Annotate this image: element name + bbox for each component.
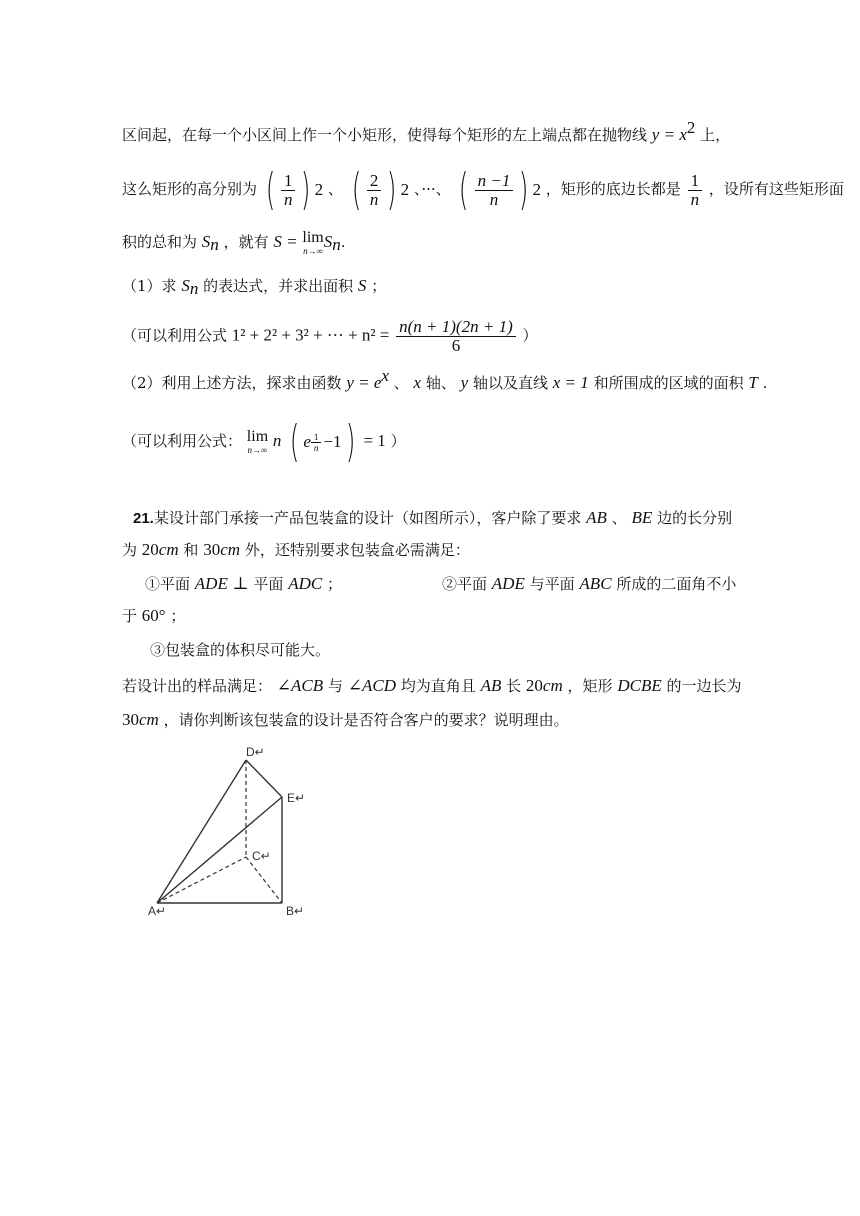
- box-diagram: [140, 740, 320, 920]
- text-segment: 若设计出的样品满足：: [122, 677, 273, 695]
- condition-1: [145, 574, 342, 594]
- math-ABC: ABC: [579, 574, 612, 593]
- text-segment: 、: [611, 509, 627, 527]
- text-segment: 上，: [700, 126, 731, 144]
- text-segment: 和: [183, 541, 199, 559]
- text-segment: （2）利用上述方法，探求由函数: [122, 374, 342, 392]
- text-segment: 积的总和为: [122, 233, 198, 251]
- math-30: 30: [203, 540, 221, 559]
- math-S: S: [357, 276, 367, 295]
- math-Sn: S: [323, 232, 333, 251]
- text-segment: 长: [506, 677, 522, 695]
- edge-DE: [246, 760, 282, 797]
- text-segment: .: [340, 233, 346, 251]
- math-DCBE: DCBE: [617, 676, 662, 695]
- text-segment: 、: [327, 180, 343, 198]
- label-E: E↵: [287, 791, 306, 805]
- lim-word: lim: [246, 428, 269, 445]
- text-segment: ，矩形的底边长都是: [545, 180, 681, 198]
- math-20: 20: [141, 540, 159, 559]
- math-parabola: y = x: [651, 125, 687, 144]
- text-segment: 、···、: [413, 180, 451, 198]
- math-ADC: ADC: [288, 574, 323, 593]
- text-segment: 所成的二面角不小: [616, 575, 737, 593]
- math-x: x: [413, 373, 422, 392]
- text-segment: 的一边长为: [666, 677, 742, 695]
- text-segment: ，就有: [223, 233, 269, 251]
- text-segment: ②平面: [442, 575, 488, 593]
- frac-num: 2: [367, 172, 382, 191]
- frac-num: n −1: [475, 172, 514, 191]
- text-segment: （1）求: [122, 277, 177, 295]
- math-unit: cm: [220, 540, 241, 559]
- text-segment: 轴、: [425, 374, 456, 392]
- text-segment: 这么矩形的高分别为: [122, 180, 258, 198]
- math-S-eq: S =: [273, 232, 298, 251]
- math-Sn: S: [181, 276, 190, 295]
- math-ADE: ADE: [491, 574, 525, 593]
- frac-den: n: [489, 189, 499, 209]
- edge-AC: [157, 857, 246, 903]
- edge-CB: [246, 857, 282, 903]
- hint-1: [122, 318, 538, 355]
- frac-den: n: [313, 442, 319, 453]
- math-exponent: 2: [314, 180, 324, 199]
- lim-sub: n→∞: [303, 246, 324, 256]
- text-segment: ；: [371, 277, 387, 295]
- math-line: x = 1: [552, 373, 589, 392]
- frac-den: n: [369, 189, 379, 209]
- text-segment: 外，还特别要求包装盒必需满足：: [244, 541, 470, 559]
- math-height-n: ( $\frac{n -1}{n}$ ) 2: [459, 164, 542, 215]
- frac-num: 1: [281, 172, 296, 191]
- math-unit: cm: [139, 710, 159, 729]
- hint-2: [122, 416, 406, 467]
- math-subscript: n: [210, 235, 219, 254]
- text-segment: ，请你判断该包装盒的设计是否符合客户的要求？说明理由。: [163, 711, 569, 729]
- text-segment: 平面: [253, 575, 284, 593]
- problem-21-line-1: [133, 508, 732, 529]
- math-BE: BE: [631, 508, 653, 527]
- geometry-figure: [140, 740, 320, 924]
- math-e: e: [303, 432, 311, 451]
- math-sum-squares: 1² + 2² + 3² + ··· + n² =: [231, 325, 390, 345]
- text-segment: 于: [122, 607, 138, 625]
- text-segment: 轴以及直线: [472, 374, 548, 392]
- problem-21-line-2: [122, 540, 470, 560]
- question-2: [122, 366, 767, 393]
- frac-num: 1: [688, 172, 703, 191]
- frac-num: n(n + 1)(2n + 1): [396, 318, 516, 337]
- frac-den: n: [283, 189, 293, 209]
- frac-num: 1: [311, 432, 322, 443]
- lim-sub: n→∞: [247, 445, 268, 455]
- math-exp-function: y = e: [346, 373, 382, 392]
- frac-den: 6: [451, 336, 461, 355]
- text-segment: ①平面: [145, 575, 191, 593]
- text-segment: 边的长分别: [657, 509, 733, 527]
- lim-word: lim: [302, 229, 324, 246]
- math-AB: AB: [586, 508, 607, 527]
- math-limit: [302, 230, 323, 256]
- text-segment: ；: [326, 575, 342, 593]
- text-line-3: [122, 230, 346, 256]
- math-Sn: S: [201, 232, 211, 251]
- text-segment: 的表达式，并求出面积: [203, 277, 354, 295]
- label-B: B↵: [286, 904, 305, 918]
- text-segment: 区间起，在每一个小区间上作一个小矩形，使得每个矩形的左上端点都在抛物线: [122, 126, 648, 144]
- text-segment: 、: [393, 374, 409, 392]
- math-limit: [247, 429, 268, 455]
- condition-3: [150, 640, 330, 660]
- math-T: T: [748, 373, 758, 392]
- math-subscript: n: [189, 279, 199, 298]
- text-line-1: [122, 118, 730, 145]
- math-n: n: [272, 431, 282, 450]
- math-exponent: x: [381, 366, 389, 385]
- text-segment: ）: [390, 432, 406, 450]
- condition-2: [442, 574, 736, 594]
- text-segment: 与平面: [529, 575, 575, 593]
- math-height-1: ( $\frac{1}{n}$ ) 2: [265, 164, 324, 215]
- problem-21-line-5: [122, 676, 742, 696]
- text-segment: 和所围成的区域的面积: [593, 374, 744, 392]
- math-unit: cm: [542, 676, 563, 695]
- math-unit: cm: [158, 540, 179, 559]
- problem-number: 21.: [133, 510, 154, 527]
- text-segment: ；: [170, 607, 186, 625]
- math-equals-one: = 1: [363, 431, 386, 450]
- math-ADE: ADE: [194, 574, 228, 593]
- problem-21-line-6: [122, 710, 569, 730]
- label-A: A↵: [148, 904, 167, 918]
- math-height-2: ( $\frac{2}{n}$ ) 2: [351, 164, 410, 215]
- question-1: [122, 276, 386, 299]
- math-exponent: 2: [686, 118, 696, 137]
- text-segment: ）: [522, 326, 538, 345]
- math-angle-ACD: ∠ACD: [347, 676, 396, 695]
- math-20: 20: [525, 676, 543, 695]
- text-segment: 某设计部门承接一产品包装盒的设计（如图所示），客户除了要求: [153, 509, 582, 527]
- text-segment: ，设所有这些矩形面: [708, 180, 844, 198]
- math-degree: 60°: [141, 606, 166, 625]
- math-perp: ⊥: [232, 574, 249, 593]
- condition-2-cont: [122, 606, 185, 626]
- text-segment: （可以利用公式：: [122, 432, 243, 450]
- label-D: D↵: [246, 745, 265, 759]
- text-segment: 为: [122, 541, 138, 559]
- math-y: y: [460, 373, 469, 392]
- text-segment: （可以利用公式: [122, 326, 228, 345]
- math-paren-expr: ( e $\frac{1}{n}$ −1 ): [290, 416, 355, 467]
- text-segment: 与: [327, 677, 343, 695]
- math-30: 30: [122, 710, 139, 729]
- math-AB: AB: [480, 676, 502, 695]
- text-segment: ③包装盒的体积尽可能大。: [150, 641, 331, 659]
- text-segment: .: [762, 374, 768, 392]
- math-subscript: n: [332, 235, 341, 254]
- frac-den: n: [690, 189, 700, 209]
- text-segment: ，矩形: [567, 677, 613, 695]
- text-segment: 均为直角且: [400, 677, 476, 695]
- math-exponent: 2: [532, 180, 542, 199]
- label-C: C↵: [252, 849, 271, 863]
- edge-AD: [157, 760, 246, 903]
- text-line-2: [122, 164, 844, 215]
- math-angle-ACB: ∠ACB: [276, 676, 324, 695]
- math-minus-one: −1: [323, 432, 342, 451]
- math-exponent: 2: [400, 180, 410, 199]
